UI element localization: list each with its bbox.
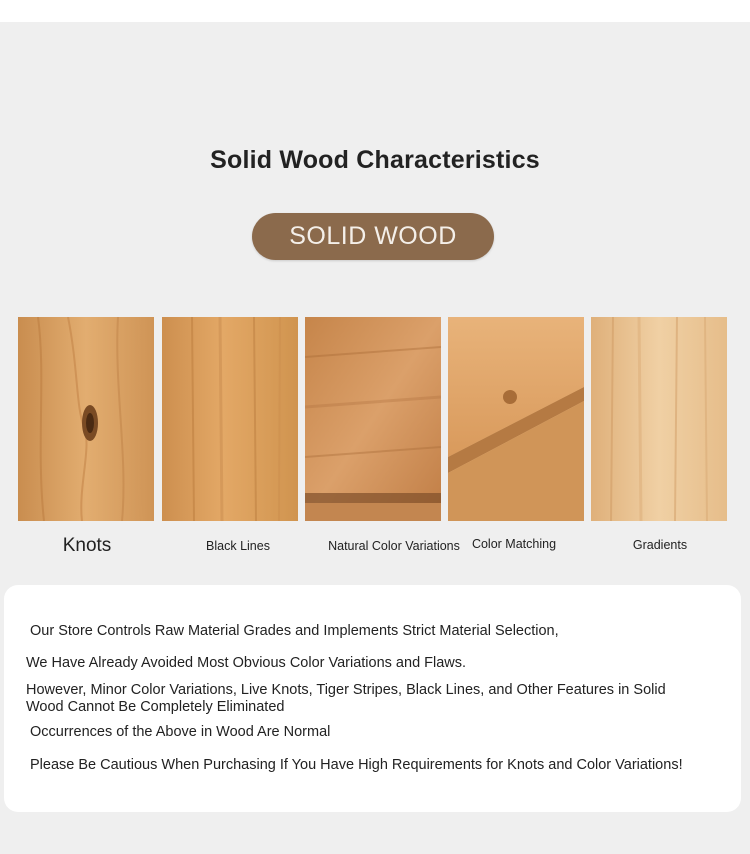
solid-wood-badge: SOLID WOOD xyxy=(252,213,494,260)
feature-label-gradients: Gradients xyxy=(632,538,688,552)
notice-line: However, Minor Color Variations, Live Knots, Tiger Stripes, Black Lines, and Other Features in Solid Wood Cannot Be Completely Eliminated xyxy=(26,682,666,715)
notice-card xyxy=(4,585,741,812)
page-title: Solid Wood Characteristics xyxy=(210,146,540,174)
wood-grain-photo xyxy=(162,317,298,521)
notice-line: We Have Already Avoided Most Obvious Color Variations and Flaws. xyxy=(26,655,467,671)
notice-line: Our Store Controls Raw Material Grades and Implements Strict Material Selection, xyxy=(30,623,559,639)
wood-corner-photo xyxy=(448,317,584,521)
feature-label-natural-color-variations: Natural Color Variations xyxy=(328,539,460,553)
wood-knot-photo xyxy=(18,317,154,521)
notice-line: Please Be Cautious When Purchasing If You Have High Requirements for Knots and Color Variations! xyxy=(30,757,683,773)
wood-drawer-photo xyxy=(305,317,441,521)
feature-label-black-lines: Black Lines xyxy=(206,539,270,553)
wood-gradient-photo xyxy=(591,317,727,521)
feature-label-knots: Knots xyxy=(62,535,112,556)
notice-line: Occurrences of the Above in Wood Are Normal xyxy=(30,724,331,740)
feature-label-color-matching: Color Matching xyxy=(471,537,557,551)
